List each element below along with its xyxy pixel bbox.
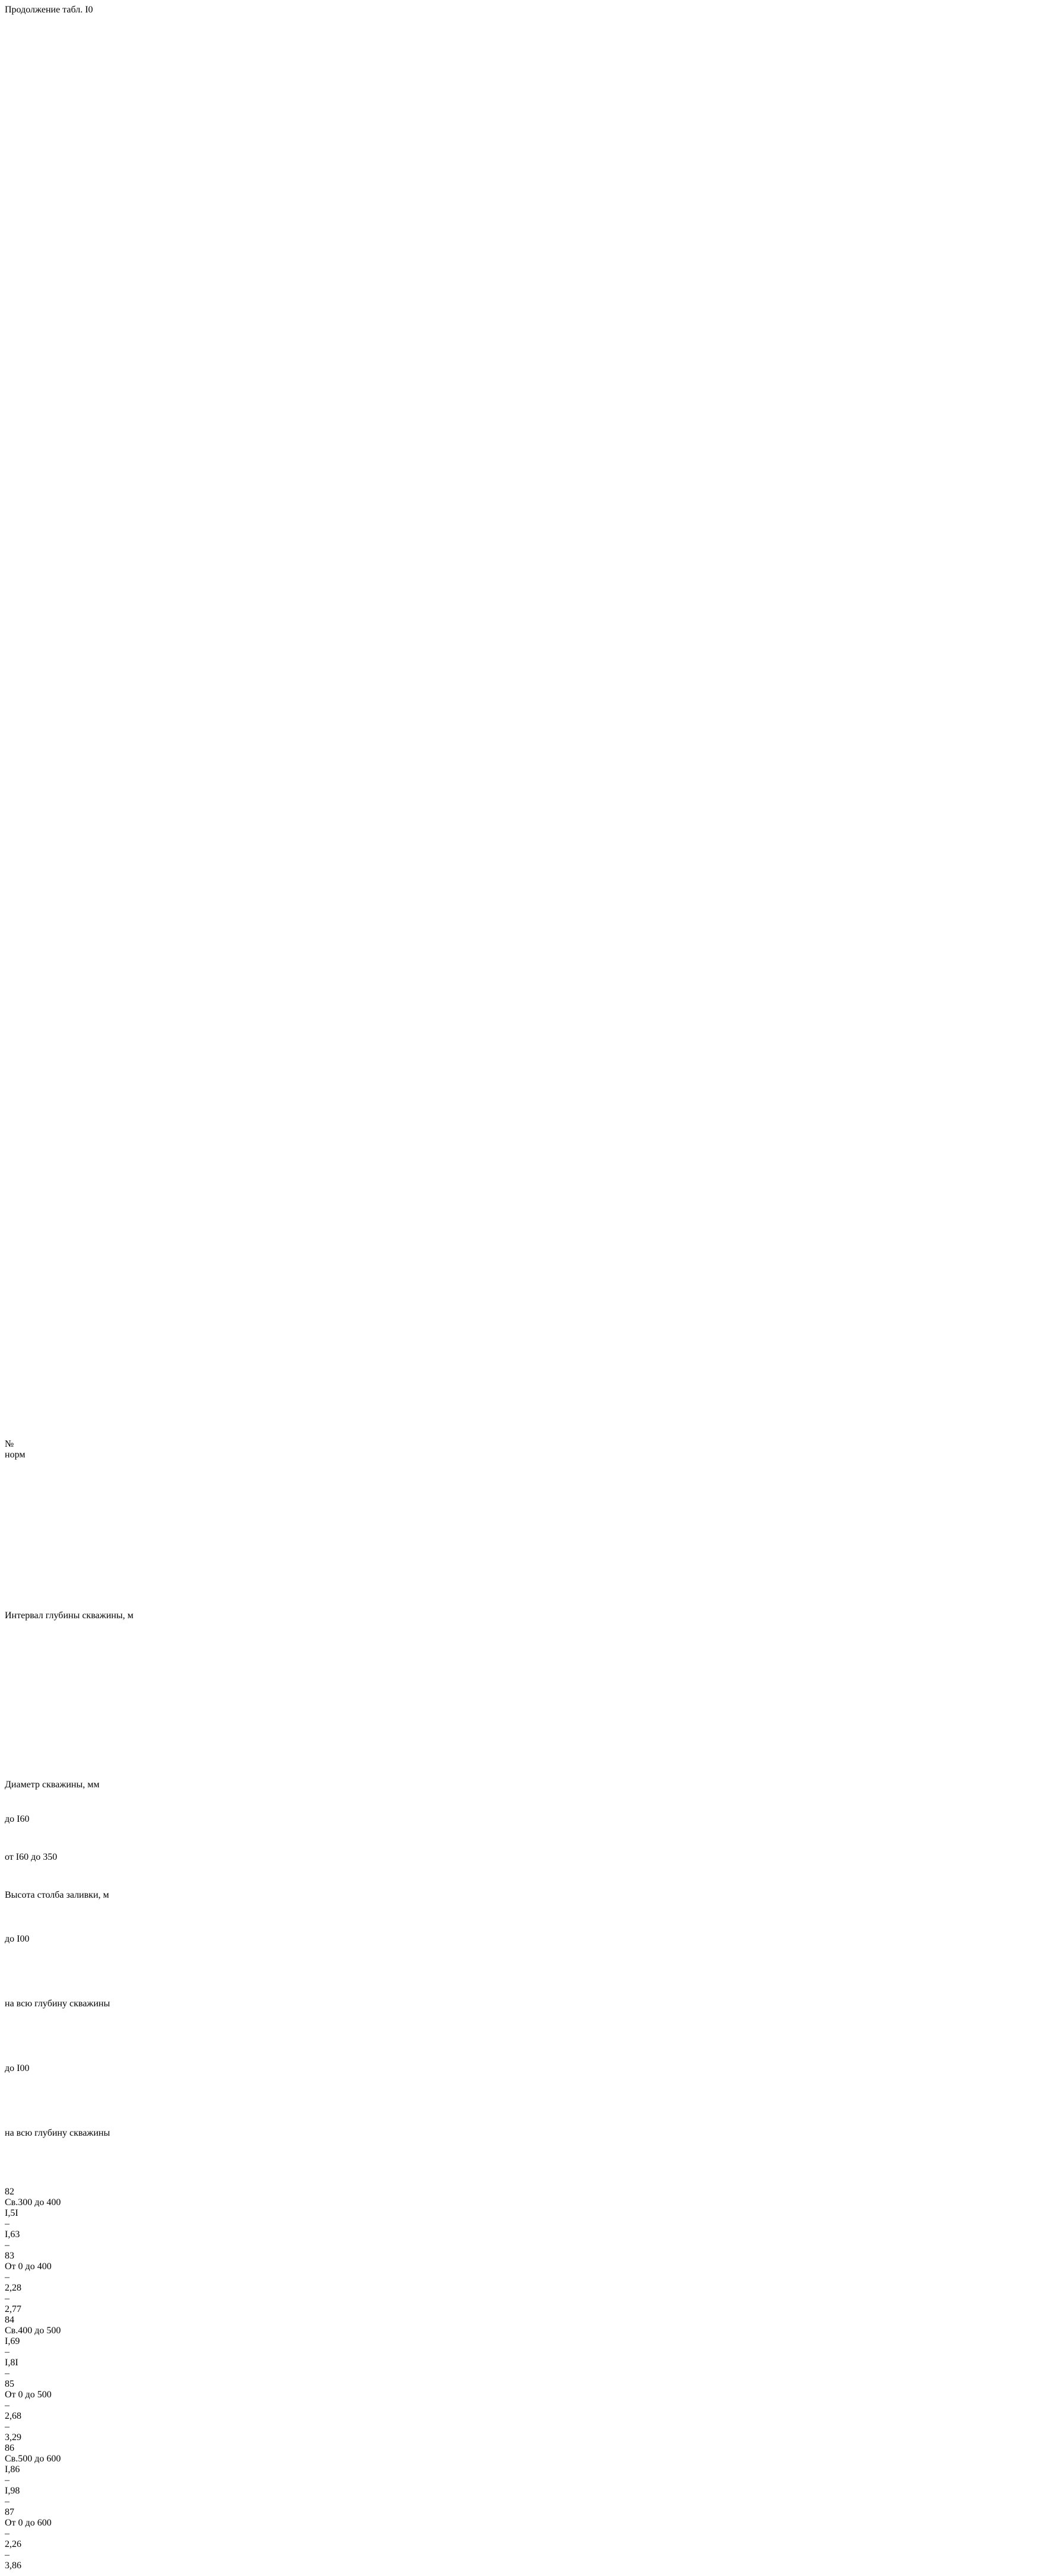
row-value: –	[5, 2219, 9, 2229]
row-value: 2,77	[5, 2304, 21, 2314]
header-sub-1: до I00	[5, 1934, 30, 1944]
row-value: –	[5, 2475, 9, 2485]
header-diameter: Диаметр скважины, мм	[5, 1780, 100, 1790]
header-diam-group-2: от I60 до 350	[5, 1852, 58, 1862]
row-value: I,69	[5, 2336, 20, 2346]
document-page	[5, 5, 1047, 2571]
row-number: 85	[5, 2379, 14, 2389]
row-value: 2,26	[5, 2539, 21, 2549]
table-row	[5, 2187, 1047, 2251]
header-sub-3: до I00	[5, 2063, 30, 2073]
row-number: 86	[5, 2443, 14, 2453]
row-value: I,63	[5, 2229, 20, 2240]
table-row	[5, 2315, 1047, 2379]
col-divider-group	[5, 911, 1047, 1212]
table-row	[5, 2251, 1047, 2315]
row-value: –	[5, 2294, 9, 2304]
row-value: –	[5, 2422, 9, 2432]
row-value: –	[5, 2272, 9, 2282]
row-number: 82	[5, 2187, 14, 2197]
row-value: I,5I	[5, 2208, 18, 2218]
row-value: –	[5, 2496, 9, 2507]
row-value: I,8I	[5, 2358, 18, 2368]
col-divider-c3	[5, 1212, 1047, 1437]
row-value: 3,29	[5, 2432, 21, 2442]
row-value: 2,28	[5, 2283, 21, 2293]
table-row	[5, 2507, 1047, 2571]
row-value: 2,68	[5, 2411, 21, 2421]
row-interval: От 0 до 400	[5, 2261, 52, 2272]
norms-table	[5, 15, 1047, 2571]
row-value: I,98	[5, 2486, 20, 2496]
row-value: –	[5, 2368, 9, 2378]
table-row	[5, 2379, 1047, 2443]
table-row	[5, 2443, 1047, 2507]
table-continuation-title: Продолжение табл. I0	[5, 5, 93, 15]
row-number: 83	[5, 2251, 14, 2261]
row-value: –	[5, 2529, 9, 2539]
row-interval: От 0 до 500	[5, 2390, 52, 2400]
row-value: –	[5, 2240, 9, 2250]
row-interval: Св.300 до 400	[5, 2197, 61, 2207]
header-num: № норм	[5, 1439, 26, 1460]
row-value: 3,86	[5, 2561, 21, 2571]
header-interval: Интервал глубины скважины, м	[5, 1611, 134, 1621]
row-number: 84	[5, 2315, 14, 2325]
col-divider-interval	[5, 351, 1047, 686]
row-interval: От 0 до 600	[5, 2518, 52, 2528]
header-diam-group-1: до I60	[5, 1814, 30, 1824]
row-interval: Св.400 до 500	[5, 2326, 61, 2336]
row-value: –	[5, 2347, 9, 2357]
row-interval: Св.500 до 600	[5, 2454, 61, 2464]
row-number: 87	[5, 2507, 14, 2517]
col-divider-c1	[5, 686, 1047, 911]
col-divider-num	[5, 15, 1047, 351]
header-sub-2: на всю глубину скважины	[5, 1999, 110, 2009]
header-height: Высота столба заливки, м	[5, 1890, 109, 1900]
header-sub-4: на всю глубину скважины	[5, 2128, 110, 2138]
row-value: I,86	[5, 2464, 20, 2475]
row-value: –	[5, 2550, 9, 2560]
row-value: –	[5, 2400, 9, 2410]
